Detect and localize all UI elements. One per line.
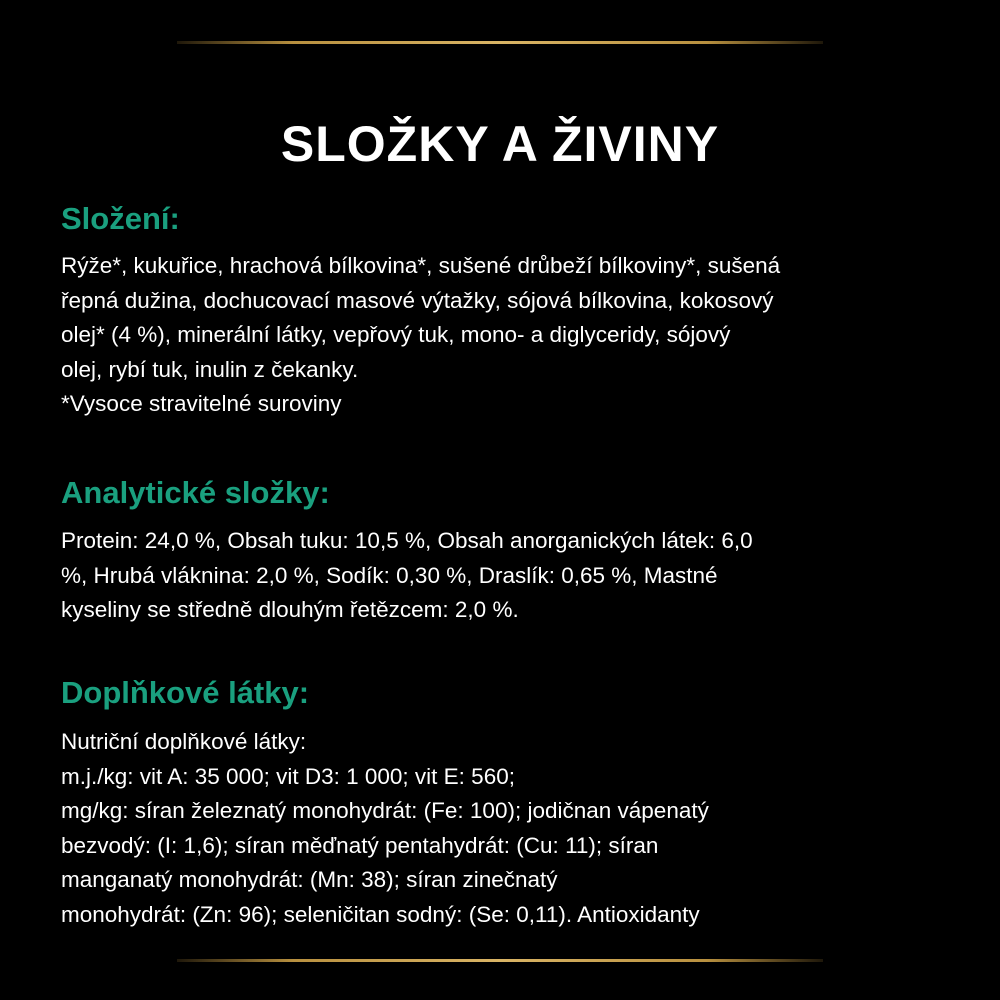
additives-line: bezvodý: (I: 1,6); síran měďnatý pentahydrát: (Cu: 11); síran: [61, 832, 659, 858]
additives-line: Nutriční doplňkové látky:: [61, 729, 307, 754]
composition-line: olej, rybí tuk, inulin z čekanky.: [61, 356, 359, 382]
additives-line: m.j./kg: vit A: 35 000; vit D3: 1 000; vit E: 560;: [61, 763, 515, 789]
bottom-gold-divider: [177, 959, 823, 962]
analytical-section: [61, 473, 961, 628]
page-title: SLOŽKY A ŽIVINY: [280, 115, 720, 172]
analytical-line: kyseliny se středně dlouhým řetězcem: 2,0 %.: [61, 597, 519, 622]
additives-line: mg/kg: síran železnatý monohydrát: (Fe: 100); jodičnan vápenatý: [61, 798, 709, 823]
composition-section: [61, 199, 961, 422]
additives-line: monohydrát: (Zn: 96); seleničitan sodný: (Se: 0,11). Antioxidanty: [61, 901, 700, 927]
analytical-line: %, Hrubá vláknina: 2,0 %, Sodík: 0,30 %, Draslík: 0,65 %, Mastné: [61, 562, 718, 588]
composition-text: [61, 249, 961, 422]
additives-heading: Doplňkové látky:: [61, 675, 310, 710]
analytical-line: Protein: 24,0 %, Obsah tuku: 10,5 %, Obsah anorganických látek: 6,0: [61, 528, 753, 553]
analytical-text: [61, 524, 961, 628]
additives-section: [61, 673, 961, 932]
top-gold-divider: [177, 41, 823, 44]
analytical-heading: Analytické složky:: [61, 475, 330, 510]
composition-heading: Složení:: [61, 201, 180, 236]
additives-text: [61, 725, 961, 932]
composition-line: olej* (4 %), minerální látky, vepřový tuk, mono- a diglyceridy, sójový: [61, 322, 731, 347]
additives-line: manganatý monohydrát: (Mn: 38); síran zinečnatý: [61, 867, 558, 892]
composition-line: řepná dužina, dochucovací masové výtažky, sójová bílkovina, kokosový: [61, 287, 774, 313]
composition-line: Rýže*, kukuřice, hrachová bílkovina*, sušené drůbeží bílkoviny*, sušená: [61, 253, 781, 278]
composition-footnote: *Vysoce stravitelné suroviny: [61, 391, 342, 416]
